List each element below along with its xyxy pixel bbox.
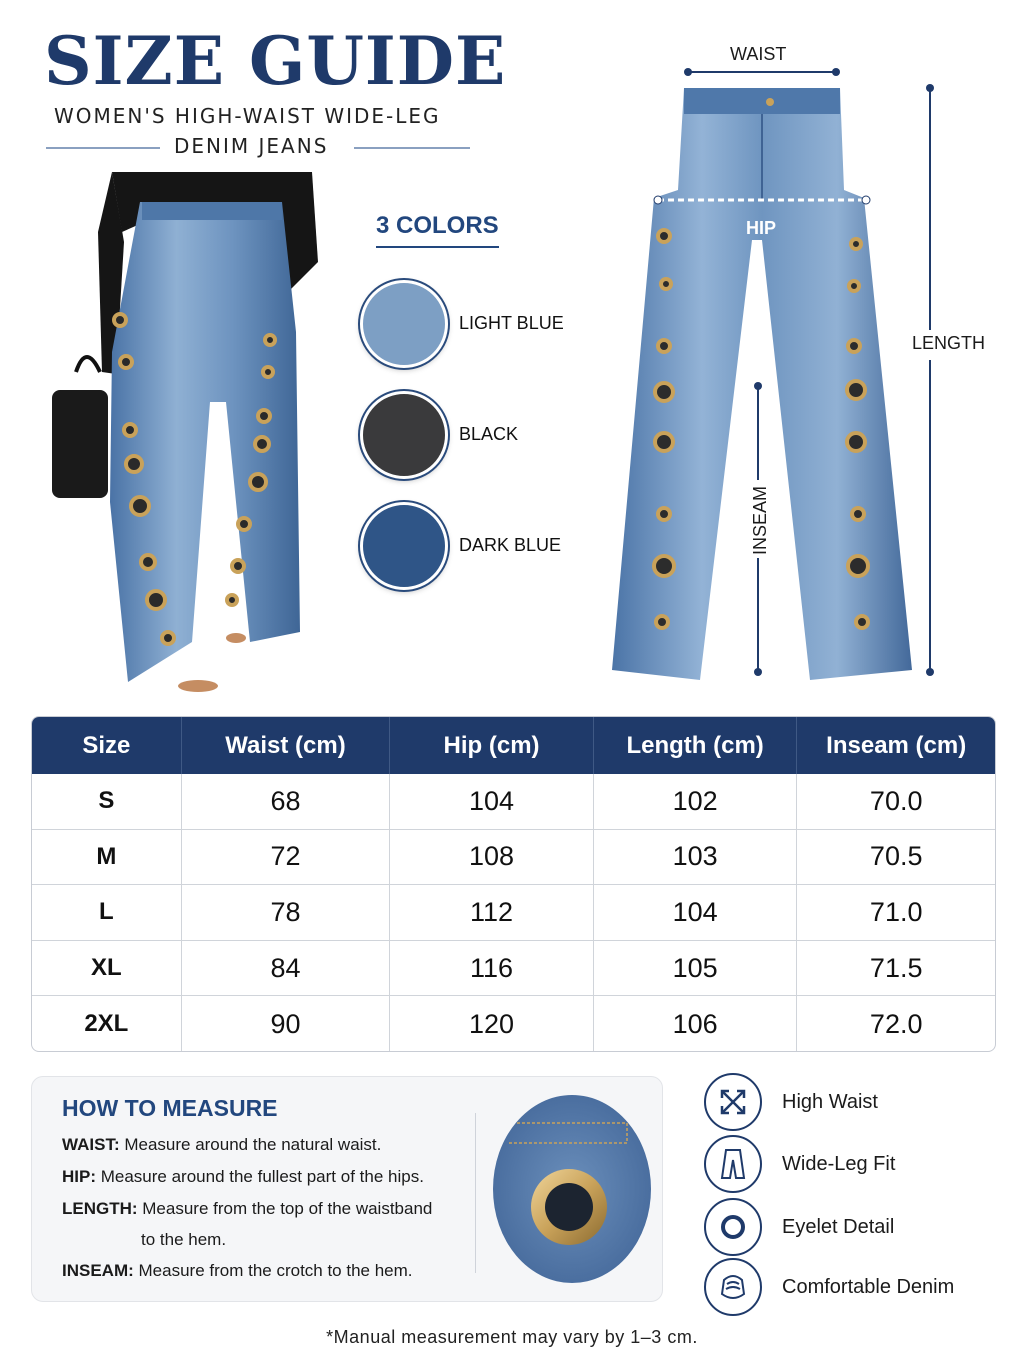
ring-icon <box>704 1198 762 1256</box>
product-subtitle-line1: WOMEN'S HIGH-WAIST WIDE-LEG <box>54 104 441 128</box>
size-table <box>31 716 996 1052</box>
fabric-icon <box>704 1258 762 1316</box>
waist-cell: 78 <box>182 885 391 940</box>
length-cell: 103 <box>594 830 798 885</box>
table-row <box>32 774 995 830</box>
colors-heading: 3 COLORS <box>376 212 499 239</box>
table-row <box>32 941 995 997</box>
header-size: Size <box>32 717 182 774</box>
inseam-cell: 72.0 <box>869 1008 923 1039</box>
length-cell: 106 <box>594 996 798 1052</box>
eyelet-closeup-image <box>493 1095 651 1283</box>
measurement-footnote: *Manual measurement may vary by 1–3 cm. <box>326 1327 698 1347</box>
diagram-label-length: LENGTH <box>912 333 986 353</box>
feature-label: Comfortable Denim <box>782 1275 955 1298</box>
table-row <box>32 885 995 941</box>
feature-label: High Waist <box>782 1090 878 1113</box>
inseam-cell: 70.5 <box>869 841 923 872</box>
feature-comfortable-denim <box>704 1258 955 1316</box>
size-cell: L <box>32 885 182 940</box>
swatch-black[interactable] <box>360 391 448 479</box>
length-cell: 102 <box>594 774 798 829</box>
feature-high-waist <box>704 1073 878 1131</box>
feature-label: Eyelet Detail <box>782 1215 895 1238</box>
swatch-label-black: BLACK <box>459 424 519 444</box>
swatch-label-dark-blue: DARK BLUE <box>459 535 562 555</box>
product-subtitle-line2: DENIM JEANS <box>174 134 329 158</box>
header-length: Length (cm) <box>594 717 798 774</box>
waist-cell: 90 <box>182 996 391 1052</box>
hip-cell: 116 <box>390 941 594 996</box>
colors-heading-underline <box>376 246 499 248</box>
size-cell: 2XL <box>32 996 182 1052</box>
table-header-row <box>32 717 995 774</box>
length-cell: 105 <box>594 941 798 996</box>
how-to-measure-panel <box>31 1076 663 1302</box>
size-cell: M <box>32 830 182 885</box>
header-inseam: Inseam (cm) <box>826 731 967 759</box>
diagram-label-waist: WAIST <box>730 44 787 64</box>
measure-inseam: INSEAM: Measure from the crotch to the hem. <box>62 1261 413 1280</box>
feature-eyelet <box>704 1198 895 1256</box>
swatch-dark-blue[interactable] <box>360 502 448 590</box>
arrows-expand-icon <box>704 1073 762 1131</box>
hip-cell: 120 <box>390 996 594 1052</box>
header-hip: Hip (cm) <box>390 717 594 774</box>
subtitle-divider-left <box>46 147 160 149</box>
hip-cell: 104 <box>390 774 594 829</box>
waist-cell: 68 <box>182 774 391 829</box>
swatch-label-light-blue: LIGHT BLUE <box>459 313 564 333</box>
size-cell: XL <box>32 941 182 996</box>
hip-cell: 108 <box>390 830 594 885</box>
measurement-diagram <box>600 40 1010 690</box>
table-row <box>32 830 995 886</box>
hip-cell: 112 <box>390 885 594 940</box>
model-photo <box>50 172 320 694</box>
table-row <box>32 996 995 1052</box>
feature-label: Wide-Leg Fit <box>782 1152 896 1175</box>
waist-cell: 84 <box>182 941 391 996</box>
waist-cell: 72 <box>182 830 391 885</box>
measure-length: LENGTH: Measure from the top of the waistband <box>62 1199 433 1218</box>
diagram-label-hip: HIP <box>746 218 777 238</box>
inseam-cell: 71.0 <box>869 896 923 927</box>
measure-waist: WAIST: Measure around the natural waist. <box>62 1135 382 1154</box>
feature-wide-leg <box>704 1135 896 1193</box>
measure-length-cont: to the hem. <box>141 1230 227 1249</box>
measure-divider <box>475 1113 476 1273</box>
swatch-light-blue[interactable] <box>360 280 448 368</box>
subtitle-divider-right <box>354 147 470 149</box>
size-cell: S <box>32 774 182 829</box>
inseam-cell: 70.0 <box>869 785 923 816</box>
inseam-cell: 71.5 <box>869 952 923 983</box>
diagram-label-inseam: INSEAM <box>750 485 771 556</box>
page-title: SIZE GUIDE <box>44 22 507 100</box>
length-cell: 104 <box>594 885 798 940</box>
header-waist: Waist (cm) <box>182 717 391 774</box>
how-to-measure-title: HOW TO MEASURE <box>62 1095 278 1121</box>
pants-icon <box>704 1135 762 1193</box>
measure-hip: HIP: Measure around the fullest part of the hips. <box>62 1167 424 1186</box>
